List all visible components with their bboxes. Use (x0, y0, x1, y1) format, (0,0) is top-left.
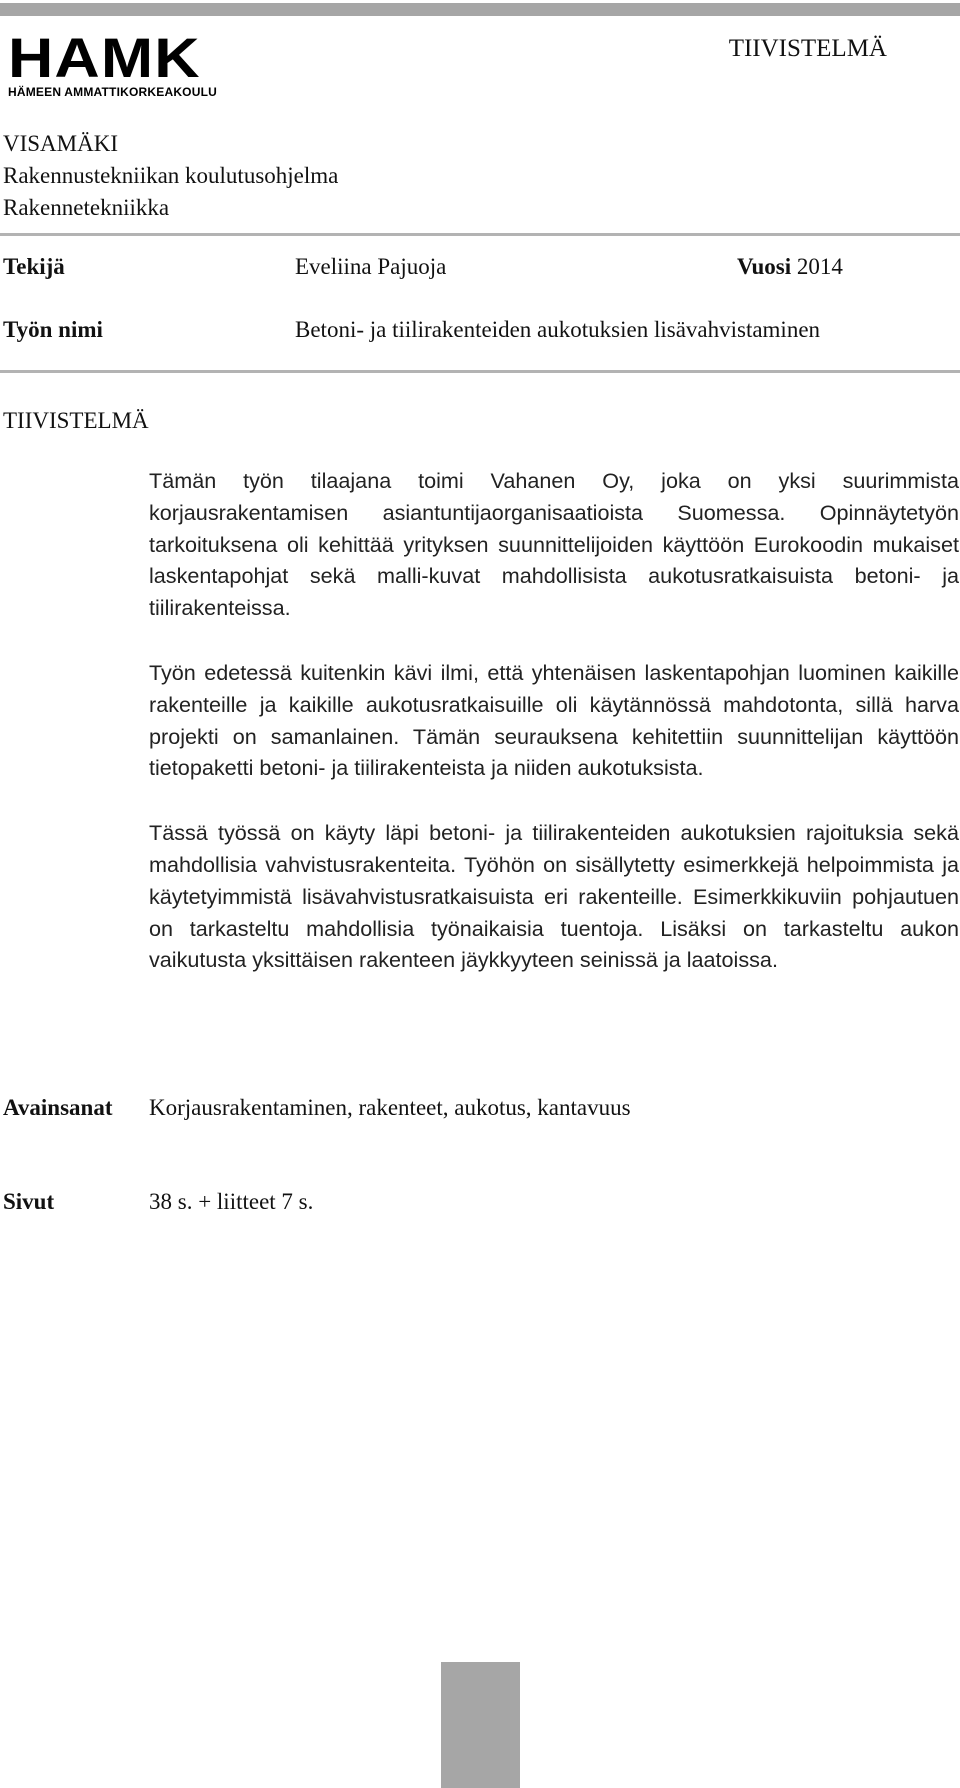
pages-value: 38 s. + liitteet 7 s. (149, 1189, 314, 1214)
year-field (737, 252, 843, 282)
year-label: Vuosi (737, 254, 792, 279)
top-bar (0, 3, 960, 16)
divider-bottom (0, 370, 960, 373)
logo-subtitle: HÄMEEN AMMATTIKORKEAKOULU (8, 85, 217, 99)
thesis-title: Betoni- ja tiilirakenteiden aukotuksien lisävahvistaminen (295, 317, 821, 342)
abstract-heading: TIIVISTELMÄ (3, 408, 149, 433)
campus: VISAMÄKI (3, 131, 118, 156)
keywords-value: Korjausrakentaminen, rakenteet, aukotus, kantavuus (149, 1095, 631, 1120)
year-value: 2014 (796, 254, 843, 279)
abstract-paragraph: Tässä työssä on käyty läpi betoni- ja tiilirakenteiden aukotuksien rajoituksia sekä mahdollisia vahvistusrakenteita. Työhön on sisällytetty esimerkkejä helpoimmista ja käytetyimmistä lisävahvistusratkaisuista eri rakenteille. Esimerkkikuviin pohjautuen on tarkasteltu mahdollisia työnaikaisia tuentoja. Lisäksi on tarkasteltu aukon vaikutusta yksittäisen rakenteen jäykkyyteen seinissä ja laatoissa. (149, 820, 959, 973)
hamk-logo (8, 26, 244, 99)
document-type: TIIVISTELMÄ (728, 35, 887, 62)
page-marker (441, 1662, 520, 1788)
title-label: Työn nimi (3, 317, 103, 342)
keywords-label: Avainsanat (3, 1095, 113, 1120)
logo-wordmark: HAMK (8, 26, 201, 89)
abstract-body (149, 465, 959, 1009)
abstract-paragraph: Tämän työn tilaajana toimi Vahanen Oy, joka on yksi suurimmista korjausrakentamisen asiantuntijaorganisaatioista Suomessa. Opinnäytetyön tarkoituksena oli kehittää yrityksen suunnittelijoiden käyttöön Eurokoodin mukaiset laskentapohjat sekä malli-kuvat mahdollisista aukotusratkaisuista betoni- ja tiilirakenteissa. (149, 468, 959, 621)
pages-label: Sivut (3, 1189, 55, 1214)
abstract-paragraph: Työn edetessä kuitenkin kävi ilmi, että yhtenäisen laskentapohjan luominen kaikille rakenteille ja kaikille aukotusratkaisuille oli käytännössä mahdotonta, sillä harva projekti on samanlainen. Tämän seurauksena kehitettiin suunnittelijan käyttöön tietopaketti betoni- ja tiilirakenteista ja niiden aukotuksista. (149, 659, 959, 781)
school-info (3, 128, 338, 224)
divider-top (0, 233, 960, 236)
degree-programme: Rakennustekniikan koulutusohjelma (3, 163, 339, 188)
author-name: Eveliina Pajuoja (295, 254, 447, 279)
specialisation: Rakennetekniikka (3, 195, 170, 220)
author-label: Tekijä (3, 254, 65, 279)
